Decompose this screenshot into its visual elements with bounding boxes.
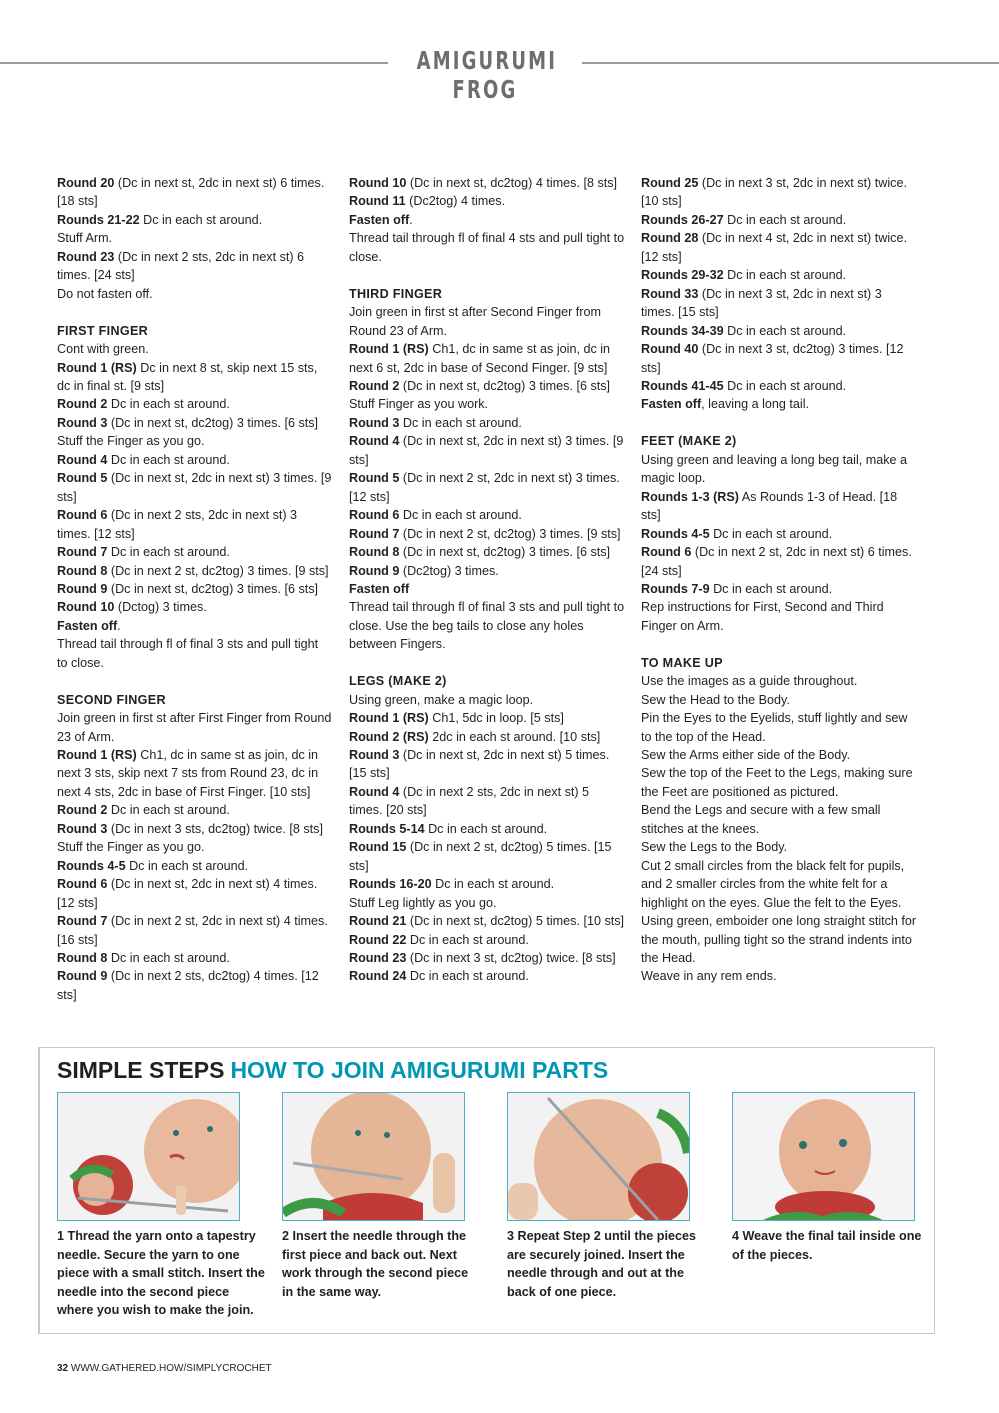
instruction-text: (Dc in next st, dc2tog) 4 times. [8 sts] [406, 176, 618, 190]
pattern-line [349, 838, 625, 875]
pattern-line [57, 414, 332, 432]
pattern-line [641, 266, 917, 284]
instruction-text: (Dc in next 2 sts, 2dc in next st) 5 times. [20 sts] [349, 784, 590, 818]
step-1-text: Thread the yarn onto a tapestry needle. Secure the yarn to one piece with a small stitch. Insert the needle into the second piece where you wish to make the join. [57, 1229, 265, 1317]
round-label: Round 1 (RS) [349, 342, 429, 357]
pattern-line [57, 912, 332, 949]
instruction-text: . [117, 618, 121, 633]
round-label: Round 23 [57, 249, 115, 264]
instruction-text: Stuff Arm. [57, 231, 113, 246]
instruction-text: Bend the Legs and secure with a few small stitches at the knees. [641, 803, 881, 836]
pattern-line [349, 746, 625, 783]
instruction-text: Using green and leaving a long beg tail, make a magic loop. [641, 452, 908, 486]
pattern-line [641, 488, 917, 525]
header-rule-left [0, 62, 388, 64]
page-header-title: AMIGURUMI FROG [416, 46, 558, 104]
instruction-text: Using green, emboider one long straight stitch for the mouth, pulling tight so the strand indents into the Head. [641, 914, 917, 965]
pattern-line [57, 229, 332, 247]
pattern-line [349, 229, 625, 266]
instruction-text: (Dc2tog) 4 times. [405, 194, 506, 209]
pattern-line [57, 857, 332, 875]
instruction-text: (Dc in next st, 2dc in next st) 6 times. [18 sts] [57, 176, 325, 209]
pattern-line [641, 285, 917, 322]
round-label: Round 7 [57, 545, 108, 560]
instruction-text: Dc in each st around. [723, 268, 847, 283]
instruction-text: (Dc in next st, dc2tog) 5 times. [10 sts] [406, 914, 625, 929]
round-label: Fasten off [641, 397, 702, 412]
instruction-text: Do not fasten off. [57, 286, 153, 301]
instruction-text: . [409, 212, 413, 227]
instruction-text: (Dc in next 2 st, dc2tog) 5 times. [15 sts] [349, 840, 612, 873]
pattern-line [641, 211, 917, 229]
round-label: Round 1 (RS) [57, 748, 137, 763]
round-label: Round 5 [349, 471, 400, 486]
pattern-line [57, 875, 332, 912]
pattern-line [57, 248, 332, 285]
instruction-text: Dc in each st around. [399, 415, 522, 430]
pattern-line [349, 691, 625, 709]
round-label: Round 1 (RS) [57, 360, 137, 375]
round-label: Round 7 [349, 526, 400, 541]
round-label: Rounds 16-20 [349, 877, 432, 892]
round-label: Rounds 26-27 [641, 212, 724, 227]
pattern-line [641, 229, 917, 266]
instruction-text: Weave in any rem ends. [641, 969, 777, 984]
pattern-line [57, 746, 332, 801]
step-4-caption [732, 1227, 922, 1264]
section-heading: SECOND FINGER [57, 692, 166, 707]
step-2-text: Insert the needle through the first piece and back out. Next work through the second piece in the same way. [282, 1229, 469, 1299]
pattern-line [349, 562, 625, 580]
instruction-text: (Dc in next 3 st, 2dc in next st) twice. [10 sts] [641, 176, 907, 209]
round-label: Round 2 (RS) [349, 729, 429, 744]
header-rule-right [582, 62, 999, 64]
instruction-text: Dc in each st around. [431, 877, 555, 892]
instruction-text: Dc in each st around. [107, 397, 230, 412]
step-4-number: 4 [732, 1229, 740, 1243]
instruction-text: Cut 2 small circles from the black felt for pupils, and 2 smaller circles from the white felt for a highlight on the eyes. Glue the felt to the Eyes. [641, 858, 905, 910]
round-label: Round 6 [57, 508, 108, 523]
step-2-caption [282, 1227, 478, 1301]
instruction-text: (Dc in next st, dc2tog) 3 times. [6 sts] [107, 581, 319, 596]
paragraph-spacer [57, 672, 332, 690]
pattern-line [57, 580, 332, 598]
instruction-text: (Dc in next 2 st, 2dc in next st) 3 times. [12 sts] [349, 471, 620, 504]
pattern-line [641, 525, 917, 543]
round-label: Fasten off [349, 212, 410, 227]
pattern-line [349, 211, 625, 229]
instruction-text: (Dc in next st, 2dc in next st) 5 times. [15 sts] [349, 748, 610, 781]
simple-steps-label: SIMPLE STEPS [57, 1057, 225, 1083]
round-label: Rounds 4-5 [57, 858, 126, 873]
instruction-text: Using green, make a magic loop. [349, 692, 534, 707]
round-label: Round 8 [57, 563, 108, 578]
round-label: Round 6 [349, 508, 400, 523]
pattern-line [57, 838, 332, 856]
step-3-number: 3 [507, 1229, 515, 1243]
instruction-text: (Dc in next 2 sts, dc2tog) 4 times. [12 sts] [57, 969, 319, 1002]
instruction-text: (Dc in next st, dc2tog) 3 times. [6 sts] [399, 545, 611, 560]
instruction-text: Dc in each st around. [406, 969, 529, 984]
round-label: Round 8 [57, 951, 108, 965]
instruction-text: Pin the Eyes to the Eyelids, stuff lightly and sew to the top of the Head. [641, 711, 908, 744]
pattern-line [57, 949, 332, 967]
round-label: Round 15 [349, 840, 407, 855]
section-heading: THIRD FINGER [349, 286, 443, 301]
round-label: Round 3 [57, 415, 108, 430]
round-label: Round 3 [349, 415, 400, 430]
instruction-text: (Dc in next 2 st, dc2tog) 3 times. [9 sts] [399, 526, 621, 541]
round-label: Round 4 [349, 784, 400, 799]
round-label: Rounds 7-9 [641, 581, 710, 596]
instruction-text: (Dc in next 2 st, 2dc in next st) 4 times. [16 sts] [57, 914, 328, 947]
instruction-text: (Dctog) 3 times. [114, 600, 207, 615]
round-label: Round 33 [641, 286, 699, 301]
instruction-text: Dc in each st around. [424, 821, 548, 836]
instruction-text: Cont with green. [57, 342, 149, 357]
instruction-text: , leaving a long tail. [701, 397, 809, 412]
round-label: Round 3 [57, 821, 108, 836]
round-label: Round 9 [57, 969, 108, 984]
pattern-line [349, 967, 625, 985]
pattern-line [349, 580, 625, 598]
instruction-text: Stuff Finger as you work. [349, 397, 489, 412]
pattern-line [57, 432, 332, 450]
pattern-line [349, 340, 625, 377]
instruction-text: (Dc in next 2 st, dc2tog) 3 times. [9 sts] [107, 563, 329, 578]
round-label: Round 40 [641, 342, 699, 357]
instruction-text: Dc in each st around. [125, 858, 249, 873]
round-label: Round 2 [57, 397, 108, 412]
step-4-text: Weave the final tail inside one of the pieces. [732, 1229, 922, 1262]
instruction-text: Thread tail through fl of final 4 sts and pull tight to close. [349, 231, 625, 264]
pattern-line [641, 340, 917, 377]
page-number: 32 [57, 1363, 69, 1374]
pattern-line [349, 414, 625, 432]
instruction-text: (Dc in next 2 st, 2dc in next st) 6 times. [24 sts] [641, 545, 912, 578]
pattern-line [641, 912, 917, 967]
pattern-line [349, 469, 625, 506]
pattern-line [349, 525, 625, 543]
round-label: Fasten off [349, 581, 410, 596]
pattern-line [349, 728, 625, 746]
page-footer [57, 1363, 272, 1374]
paragraph-spacer [641, 414, 917, 432]
instruction-text: Sew the top of the Feet to the Legs, making sure the Feet are positioned as pictured. [641, 766, 913, 799]
step-3-photo [507, 1092, 690, 1221]
pattern-line [57, 340, 332, 358]
instruction-text: (Dc in next 3 st, dc2tog) 3 times. [12 sts] [641, 342, 904, 375]
instruction-text: Dc in each st around. [107, 951, 230, 965]
round-label: Round 5 [57, 471, 108, 486]
pattern-line [641, 580, 917, 598]
instruction-text: (Dc in next 2 sts, 2dc in next st) 3 times. [12 sts] [57, 508, 298, 541]
round-label: Round 25 [641, 176, 699, 190]
step-3-caption [507, 1227, 697, 1301]
pattern-line [349, 894, 625, 912]
instruction-text: (Dc in next 3 st, 2dc in next st) 3 times. [15 sts] [641, 286, 882, 320]
pattern-line [641, 709, 917, 746]
pattern-line [57, 506, 332, 543]
instruction-text: Stuff the Finger as you go. [57, 840, 205, 855]
pattern-line [57, 598, 332, 616]
round-label: Rounds 29-32 [641, 268, 724, 283]
round-label: Round 2 [57, 803, 108, 818]
pattern-line [57, 451, 332, 469]
instruction-text: Join green in first st after First Finger from Round 23 of Arm. [57, 711, 332, 744]
instruction-text: Dc in each st around. [139, 212, 263, 227]
pattern-line [349, 303, 625, 340]
step-1-caption [57, 1227, 269, 1320]
pattern-line [641, 322, 917, 340]
pattern-line [57, 820, 332, 838]
round-label: Round 24 [349, 969, 407, 984]
instruction-text: (Dc in next st, dc2tog) 3 times. [6 sts] [399, 378, 611, 393]
pattern-line [57, 211, 332, 229]
round-label: Round 11 [349, 194, 406, 209]
round-label: Round 20 [57, 176, 115, 190]
instruction-text: Ch1, 5dc in loop. [5 sts] [428, 711, 564, 726]
simple-steps-title [57, 1057, 608, 1084]
pattern-column-1 [57, 174, 332, 1004]
pattern-line [349, 709, 625, 727]
section-heading: FEET (MAKE 2) [641, 434, 737, 449]
pattern-line [57, 967, 332, 1004]
instruction-text: (Dc in next st, 2dc in next st) 4 times. [12 sts] [57, 877, 318, 910]
pattern-line [57, 801, 332, 819]
round-label: Round 4 [57, 452, 108, 467]
instruction-text: Sew the Head to the Body. [641, 692, 790, 707]
pattern-line [57, 285, 332, 303]
step-2-number: 2 [282, 1229, 290, 1243]
instruction-text: (Dc2tog) 3 times. [399, 563, 499, 578]
instruction-text: (Dc in next st, 2dc in next st) 3 times. [9 sts] [349, 434, 624, 467]
pattern-line [57, 562, 332, 580]
instruction-text: Dc in each st around. [107, 452, 230, 467]
instruction-text: Sew the Legs to the Body. [641, 840, 788, 855]
round-label: Round 9 [349, 563, 400, 578]
paragraph-spacer [57, 303, 332, 321]
section-heading: LEGS (MAKE 2) [349, 674, 447, 689]
pattern-line [349, 174, 625, 192]
round-label: Round 21 [349, 914, 407, 929]
step-2-photo [282, 1092, 465, 1221]
round-label: Round 2 [349, 378, 400, 393]
instruction-text: (Dc in next 2 sts, 2dc in next st) 6 times. [24 sts] [57, 249, 305, 283]
pattern-line [349, 598, 625, 653]
pattern-line [349, 783, 625, 820]
round-label: Round 8 [349, 545, 400, 560]
pattern-line [641, 543, 917, 580]
pattern-line [641, 598, 917, 635]
instruction-text: (Dc in next 3 st, dc2tog) twice. [8 sts] [406, 951, 616, 965]
instruction-text: Ch1, dc in same st as join, dc in next 3 sts, skip next 7 sts from Round 23, dc in next 4 sts, 2dc in base of First Finger. [10 sts] [57, 748, 319, 799]
instruction-text: 2dc in each st around. [10 sts] [428, 729, 601, 744]
round-label: Round 10 [57, 600, 115, 615]
pattern-line [641, 838, 917, 856]
step-1-photo [57, 1092, 240, 1221]
round-label: Fasten off [57, 618, 118, 633]
round-label: Rounds 4-5 [641, 526, 710, 541]
pattern-line [641, 801, 917, 838]
instruction-text: Dc in each st around. [723, 212, 847, 227]
instruction-text: Dc in each st around. [406, 932, 529, 947]
round-label: Round 6 [641, 545, 692, 560]
instruction-text: As Rounds 1-3 of Head. [18 sts] [641, 489, 898, 523]
round-label: Rounds 5-14 [349, 821, 425, 836]
instruction-text: Dc in each st around. [709, 526, 833, 541]
round-label: Round 4 [349, 434, 400, 449]
pattern-line [641, 451, 917, 488]
instruction-text: Rep instructions for First, Second and Third Finger on Arm. [641, 600, 884, 633]
instruction-text: (Dc in next 4 st, 2dc in next st) twice. [12 sts] [641, 231, 907, 264]
round-label: Round 23 [349, 951, 407, 965]
instruction-text: (Dc in next st, dc2tog) 3 times. [6 sts] [107, 415, 319, 430]
pattern-line [349, 820, 625, 838]
pattern-line [349, 949, 625, 967]
pattern-line [349, 931, 625, 949]
round-label: Rounds 34-39 [641, 323, 724, 338]
instruction-text: (Dc in next st, 2dc in next st) 3 times. [9 sts] [57, 471, 332, 504]
pattern-line [641, 395, 917, 413]
round-label: Round 28 [641, 231, 699, 246]
instruction-text: Stuff Leg lightly as you go. [349, 895, 497, 910]
pattern-line [641, 377, 917, 395]
section-heading: FIRST FINGER [57, 323, 149, 338]
pattern-line [641, 691, 917, 709]
instruction-text: Dc in each st around. [709, 581, 833, 596]
instruction-text: Stuff the Finger as you go. [57, 434, 205, 449]
pattern-line [641, 764, 917, 801]
instruction-text: Use the images as a guide throughout. [641, 674, 858, 689]
pattern-line [349, 875, 625, 893]
round-label: Rounds 1-3 (RS) [641, 489, 739, 504]
step-1-number: 1 [57, 1229, 65, 1243]
pattern-line [57, 543, 332, 561]
instruction-text: Sew the Arms either side of the Body. [641, 748, 851, 763]
pattern-line [349, 912, 625, 930]
pattern-line [641, 746, 917, 764]
instruction-text: (Dc in next 3 sts, dc2tog) twice. [8 sts] [107, 821, 323, 836]
round-label: Round 1 (RS) [349, 711, 429, 726]
pattern-line [57, 469, 332, 506]
pattern-line [57, 395, 332, 413]
instruction-text: Dc in next 8 st, skip next 15 sts, dc in final st. [9 sts] [57, 360, 318, 393]
round-label: Rounds 21-22 [57, 212, 140, 227]
pattern-line [349, 377, 625, 395]
pattern-line [641, 672, 917, 690]
instruction-text: Dc in each st around. [107, 545, 230, 560]
pattern-line [349, 395, 625, 413]
round-label: Round 9 [57, 581, 108, 596]
pattern-column-2 [349, 174, 625, 986]
instruction-text: Dc in each st around. [399, 508, 522, 523]
step-4-photo [732, 1092, 915, 1221]
round-label: Round 10 [349, 176, 407, 190]
footer-url: WWW.GATHERED.HOW/SIMPLYCROCHET [68, 1363, 272, 1374]
instruction-text: Dc in each st around. [107, 803, 230, 818]
round-label: Rounds 41-45 [641, 378, 724, 393]
instruction-text: Thread tail through fl of final 3 sts and pull tight to close. [57, 637, 319, 670]
round-label: Round 7 [57, 914, 108, 929]
round-label: Round 22 [349, 932, 407, 947]
round-label: Round 6 [57, 877, 108, 892]
pattern-line [641, 857, 917, 912]
paragraph-spacer [349, 654, 625, 672]
simple-steps-subtitle: HOW TO JOIN AMIGURUMI PARTS [230, 1057, 609, 1083]
pattern-line [349, 432, 625, 469]
pattern-line [57, 359, 332, 396]
pattern-line [57, 174, 332, 211]
instruction-text: Thread tail through fl of final 3 sts and pull tight to close. Use the beg tails to close any holes between Fingers. [349, 600, 625, 652]
pattern-line [641, 174, 917, 211]
pattern-line [349, 506, 625, 524]
pattern-line [57, 635, 332, 672]
pattern-line [57, 709, 332, 746]
paragraph-spacer [641, 635, 917, 653]
instruction-text: Join green in first st after Second Finger from Round 23 of Arm. [349, 305, 601, 338]
section-heading: TO MAKE UP [641, 655, 723, 670]
round-label: Round 3 [349, 748, 400, 763]
pattern-line [349, 543, 625, 561]
instruction-text: Dc in each st around. [723, 378, 847, 393]
pattern-line [641, 967, 917, 985]
instruction-text: Dc in each st around. [723, 323, 847, 338]
pattern-line [57, 617, 332, 635]
step-3-text: Repeat Step 2 until the pieces are securely joined. Insert the needle through and out at the back of one piece. [507, 1229, 696, 1299]
pattern-line [349, 192, 625, 210]
instruction-text: Ch1, dc in same st as join, dc in next 6 st, 2dc in base of Second Finger. [9 sts] [349, 342, 611, 375]
pattern-column-3 [641, 174, 917, 986]
paragraph-spacer [349, 266, 625, 284]
